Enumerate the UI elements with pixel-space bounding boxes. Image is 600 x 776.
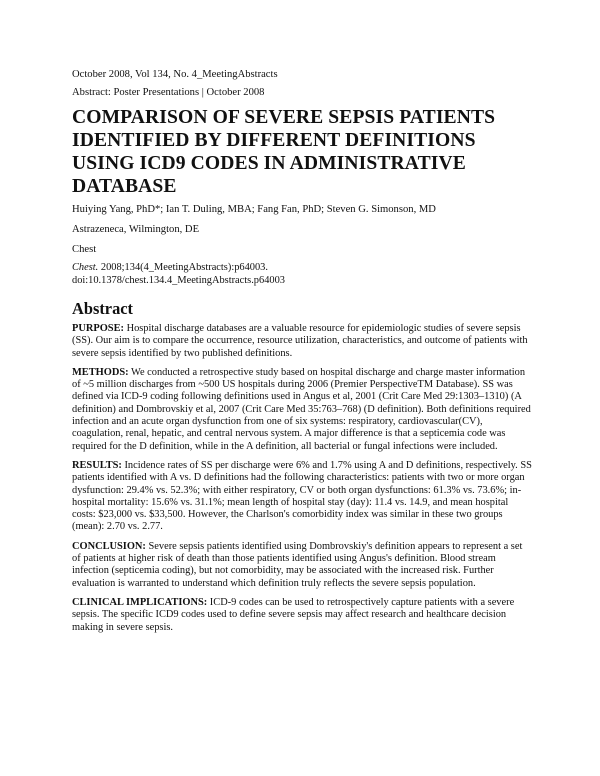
issue-line: October 2008, Vol 134, No. 4_MeetingAbstracts xyxy=(72,69,278,80)
section-label: CLINICAL IMPLICATIONS: xyxy=(72,596,208,608)
citation-doi: doi:10.1378/chest.134.4_MeetingAbstracts.p64003 xyxy=(72,275,285,286)
affiliation: Astrazeneca, Wilmington, DE xyxy=(72,224,200,235)
section-text: Hospital discharge databases are a valuable resource for epidemiologic studies of severe sepsis (SS). Our aim is to compare the occurrence, resource utilization, characteristics, and outcome of patients with severe sepsis identified by two published definitions. xyxy=(72,323,528,359)
citation-ref: 2008;134(4_MeetingAbstracts):p64003. xyxy=(98,262,268,273)
section-label: CONCLUSION: xyxy=(72,540,146,552)
methods-paragraph xyxy=(72,367,532,453)
article-title: COMPARISON OF SEVERE SEPSIS PATIENTS IDENTIFIED BY DIFFERENT DEFINITIONS USING ICD9 CODES IN ADMINISTRATIVE DATABASE xyxy=(72,107,496,197)
section-label: PURPOSE: xyxy=(72,323,124,334)
results-paragraph xyxy=(72,460,532,534)
citation-journal: Chest. xyxy=(72,262,99,273)
purpose-paragraph xyxy=(72,323,532,360)
section-text: Severe sepsis patients identified using Dombrovskiy's definition appears to represent a set of patients at higher risk of death than those patients identified using Angus's definition. Blood stream infection (septicemia coding), but not comorbidity, may be associated with the increased risk. Further evaluation is warranted to understand which definition truly reflects the severe sepsis population. xyxy=(72,540,523,589)
citation xyxy=(72,261,532,287)
author-list: Huiying Yang, PhD*; Ian T. Duling, MBA; Fang Fan, PhD; Steven G. Simonson, MD xyxy=(72,204,436,215)
section-text: ICD-9 codes can be used to retrospectively capture patients with a severe sepsis. The specific ICD9 codes used to define severe sepsis may affect research and healthcare decision making in severe sepsis. xyxy=(72,596,515,633)
section-label: METHODS: xyxy=(72,366,129,378)
conclusion-paragraph xyxy=(72,541,532,590)
article xyxy=(72,68,532,641)
abstract-heading: Abstract xyxy=(72,299,133,318)
section-label: RESULTS: xyxy=(72,459,122,471)
section-text: Incidence rates of SS per discharge were 6% and 1.7% using A and D definitions, respectively. SS patients identified with A vs. D definitions had the following characteristics: patients with two or more organ dysfunction: 29.4% vs. 52.3%; with either respiratory, CV or both organ dysfunctions: 61.3% vs. 73.6%; in-hospital mortality: 15.6% vs. 31.1%; mean length of hospital stay (day): 11.4 vs. 14.9, and mean hospital costs: $23,000 vs. $33,500. However, the Charlson's comorbidity index was similar in these two groups (mean): 2.70 vs. 2.77. xyxy=(72,459,532,533)
clinical-implications-paragraph xyxy=(72,597,532,634)
section-text: We conducted a retrospective study based on hospital discharge and charge master information of ~5 million discharges from ~500 US hospitals during 2006 (Premier PerspectiveTM Database). SS was defined via ICD-9 coding following definitions used in Angus et al, 2001 (Crit Care Med 29:1303–1310) (A definition) and Dombrovskiy et al, 2007 (Crit Care Med 35:763–768) (D definition). Both definitions required infection and an acute organ dysfunction from one of six systems: respiratory, cardiovascular(CV), coagulation, renal, hepatic, and central nervous system. A major difference is that a septicemia code was required for the D definition, while in the A definition, all bacterial or fungal infections were included. xyxy=(72,366,531,452)
journal-name: Chest xyxy=(72,244,97,255)
section-line: Abstract: Poster Presentations | October 2008 xyxy=(72,87,265,98)
